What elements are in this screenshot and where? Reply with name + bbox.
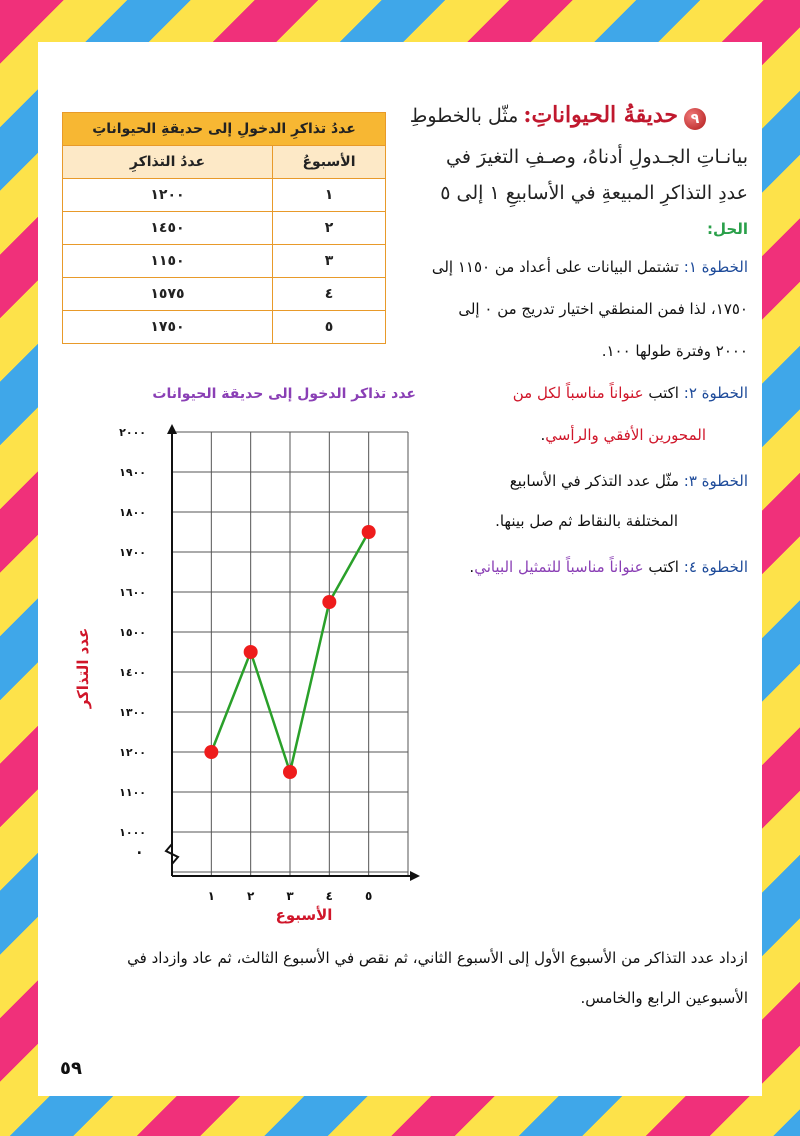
y-tick-label: ١٤٠٠	[119, 666, 146, 679]
table-row	[63, 278, 386, 311]
step4-line	[469, 558, 748, 576]
y-tick-label: ١٧٠٠	[119, 546, 146, 559]
y-axis-label: عدد التذاكر	[74, 627, 92, 709]
chart-grid	[172, 432, 408, 876]
cell-week: ٥	[272, 311, 385, 344]
conclusion-line-1: ازداد عدد التذاكر من الأسبوع الأول إلى الأسبوع الثاني، ثم نقص في الأسبوع الثالث، ثم عاد وازداد في	[127, 949, 748, 967]
problem-line-1: مثّل بالخطوطِ	[409, 105, 519, 127]
conclusion-line-2: الأسبوعين الرابع والخامس.	[580, 989, 748, 1007]
y-tick-label: ١٣٠٠	[119, 706, 146, 719]
table-title: عددُ تذاكرِ الدخولِ إلى حديقةِ الحيواناتِ	[63, 113, 386, 146]
cell-tickets: ١١٥٠	[63, 245, 273, 278]
step1-line-1	[432, 258, 748, 276]
step4-emphasis-2: للتمثيل البياني	[474, 558, 562, 576]
tickets-table	[62, 112, 386, 344]
cell-week: ٣	[272, 245, 385, 278]
chart-title: عدد تذاكر الدخول إلى حديقة الحيوانات	[152, 386, 416, 402]
table-row	[63, 179, 386, 212]
problem-line-2: بيانـاتِ الجـدولِ أدناهُ، وصـفِ التغيرَ في	[446, 146, 748, 168]
step3-label: الخطوة ٣:	[683, 472, 748, 490]
step3-text-1: مثّل عدد التذكر في الأسابيع	[509, 472, 679, 490]
x-tick-label: ٣	[286, 889, 294, 903]
step1-label: الخطوة ١:	[683, 258, 748, 276]
x-axis-arrow	[410, 871, 420, 881]
y-tick-label: ١٠٠٠	[119, 826, 146, 839]
page	[38, 42, 762, 1096]
header-week: الأسبوعُ	[272, 146, 385, 179]
y-tick-label: ١٩٠٠	[119, 466, 146, 479]
y-axis-arrow	[167, 424, 177, 434]
step4-end: .	[469, 558, 475, 576]
x-tick-label: ٤	[325, 889, 333, 903]
data-point	[322, 595, 336, 609]
step4-emphasis-1: عنواناً مناسباً	[565, 558, 644, 576]
y-axis-ticks	[119, 426, 146, 858]
y-tick-label: ١٦٠٠	[119, 586, 146, 599]
table-row	[63, 311, 386, 344]
cell-week: ٢	[272, 212, 385, 245]
table-row	[63, 212, 386, 245]
tickets-line-chart	[72, 378, 424, 930]
x-tick-label: ٥	[365, 889, 373, 903]
cell-tickets: ١٧٥٠	[63, 311, 273, 344]
problem-title: حديقةُ الحيواناتِ:	[523, 102, 678, 128]
y-tick-label: ١٥٠٠	[119, 626, 146, 639]
y-tick-label: ١١٠٠	[119, 786, 146, 799]
cell-tickets: ١٥٧٥	[63, 278, 273, 311]
x-tick-label: ٢	[247, 889, 255, 903]
page-number: ٥٩	[60, 1058, 82, 1079]
step1-text-1: تشتمل البيانات على أعداد من ١١٥٠ إلى	[431, 258, 679, 276]
data-point	[204, 745, 218, 759]
step2-emphasis-2: المحورين الأفقي والرأسي	[545, 426, 706, 444]
y-tick-label: ١٢٠٠	[119, 746, 146, 759]
step4-label: الخطوة ٤:	[683, 558, 748, 576]
x-tick-label: ١	[207, 889, 215, 903]
solution-label: الحل:	[707, 220, 748, 238]
data-point	[244, 645, 258, 659]
y-tick-label: ١٨٠٠	[119, 506, 146, 519]
problem-number-badge: ٩	[684, 108, 706, 130]
step1-line-3: ٢٠٠٠ وفترة طولها ١٠٠.	[601, 342, 748, 360]
step3-line-1	[510, 472, 748, 490]
step2-line-2	[541, 426, 706, 444]
step3-line-2: المختلفة بالنقاط ثم صل بينها.	[495, 512, 678, 530]
step2-label: الخطوة ٢:	[683, 384, 748, 402]
step2-verb: اكتب	[648, 384, 679, 402]
y-tick-label-zero: .	[136, 842, 142, 858]
step1-line-2: ١٧٥٠، لذا فمن المنطقي اختيار تدريج من ٠ إلى	[458, 300, 748, 318]
cell-tickets: ١٤٥٠	[63, 212, 273, 245]
problem-title-line	[410, 102, 678, 128]
step2-emphasis-1: عنواناً مناسباً لكل من	[512, 384, 644, 402]
header-tickets: عددُ التذاكرِ	[63, 146, 273, 179]
x-axis-label: الأسبوع	[275, 906, 333, 924]
step2-line-1	[513, 384, 748, 402]
y-tick-label: ٢٠٠٠	[119, 426, 146, 439]
data-point	[283, 765, 297, 779]
data-point	[362, 525, 376, 539]
step2-end: .	[540, 426, 546, 444]
cell-week: ٤	[272, 278, 385, 311]
chart-axes	[166, 424, 420, 881]
cell-week: ١	[272, 179, 385, 212]
step4-verb: اكتب	[648, 558, 679, 576]
cell-tickets: ١٢٠٠	[63, 179, 273, 212]
problem-line-3: عددِ التذاكرِ المبيعةِ في الأسابيعِ ١ إلى ٥	[440, 182, 748, 204]
x-axis-ticks	[208, 889, 373, 903]
table-row	[63, 245, 386, 278]
